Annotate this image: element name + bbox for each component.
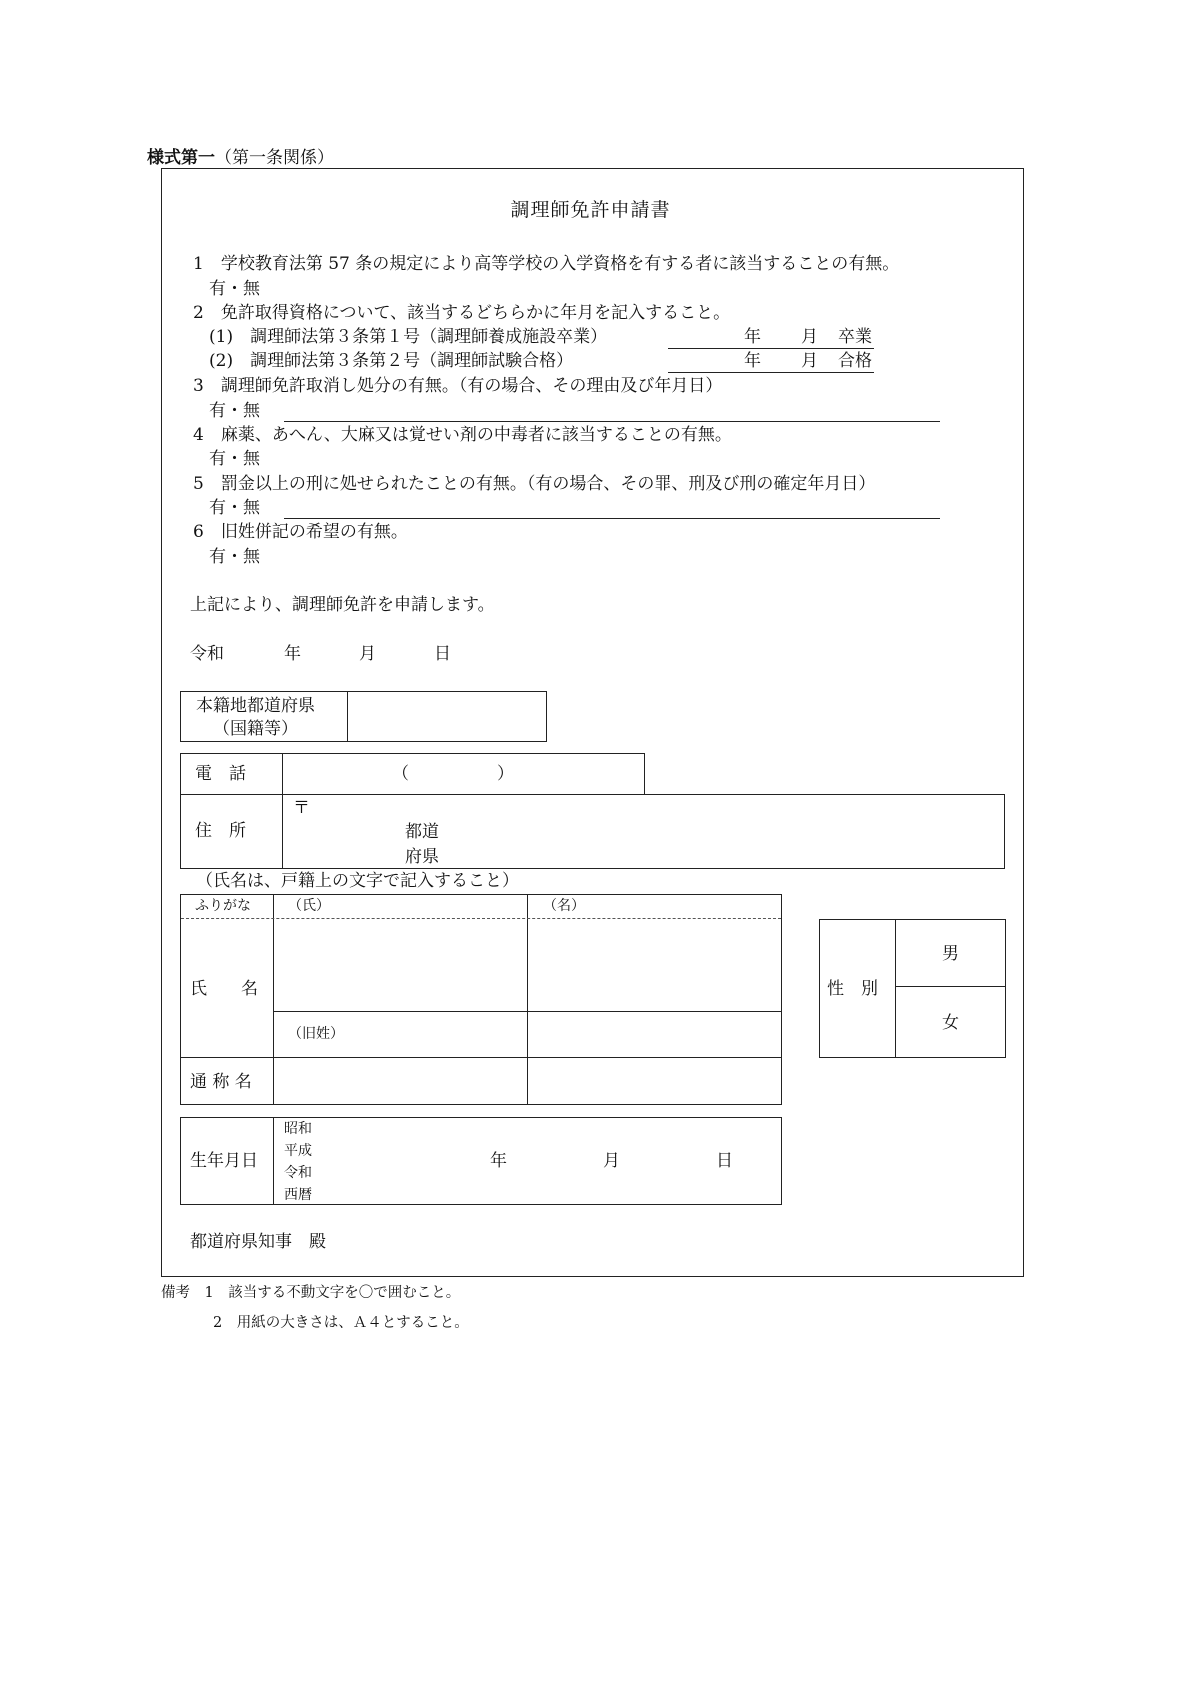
q2-1-month: 月	[801, 327, 818, 347]
sex-male[interactable]: 男	[942, 944, 959, 964]
q5-detail-line[interactable]	[284, 518, 940, 519]
alias-row-line	[181, 1057, 781, 1058]
name-label: 氏 名	[190, 979, 258, 999]
question-1-answer[interactable]: 有・無	[209, 279, 260, 299]
addressee: 都道府県知事 殿	[190, 1232, 326, 1252]
question-2-option-2: (2) 調理師法第３条第２号（調理師試験合格）	[209, 351, 574, 371]
question-4-answer[interactable]: 有・無	[209, 449, 260, 469]
question-6: 6 旧姓併記の希望の有無。	[193, 522, 408, 542]
birth-month: 月	[603, 1151, 620, 1171]
sex-label: 性 別	[827, 979, 878, 999]
question-2-option-1: (1) 調理師法第３条第１号（調理師養成施設卒業）	[209, 327, 608, 347]
question-3: 3 調理師免許取消し処分の有無。（有の場合、その理由及び年月日）	[193, 376, 723, 396]
question-4: 4 麻薬、あへん、大麻又は覚せい剤の中毒者に該当することの有無。	[193, 425, 732, 445]
date-year: 年	[284, 644, 301, 664]
name-col-divider-2	[527, 894, 528, 1105]
birth-box	[180, 1117, 782, 1205]
birth-era-seireki[interactable]: 西暦	[284, 1187, 312, 1203]
address-label: 住 所	[195, 821, 246, 841]
birth-divider	[273, 1117, 274, 1205]
phone-divider	[282, 753, 283, 795]
address-todo: 都道	[405, 822, 439, 842]
birth-era-reiwa[interactable]: 令和	[284, 1165, 312, 1181]
surname-field[interactable]	[275, 920, 525, 1010]
phone-paren-open: （	[392, 764, 409, 784]
birth-label: 生年月日	[190, 1151, 258, 1171]
sex-row-divider	[895, 986, 1005, 987]
old-name-line	[273, 1011, 781, 1012]
note-2: 2 用紙の大きさは、Ａ４とすること。	[213, 1315, 469, 1331]
date-month: 月	[359, 644, 376, 664]
address-divider	[282, 794, 283, 869]
q2-2-year: 年	[744, 351, 761, 371]
q2-2-month: 月	[801, 351, 818, 371]
birth-era-showa[interactable]: 昭和	[284, 1121, 312, 1137]
alias-label: 通 称 名	[190, 1072, 252, 1092]
q2-1-graduate: 卒業	[838, 327, 872, 347]
phone-paren-close: ）	[497, 764, 514, 784]
q2-1-year: 年	[744, 327, 761, 347]
sex-female[interactable]: 女	[942, 1013, 959, 1033]
phone-field[interactable]	[284, 755, 643, 793]
alias-given-name-field[interactable]	[529, 1059, 780, 1103]
q3-reason-line[interactable]	[284, 421, 940, 422]
date-day: 日	[434, 644, 451, 664]
furigana-label: ふりがな	[195, 898, 251, 914]
given-name-field[interactable]	[529, 920, 780, 1010]
surname-label: （氏）	[288, 898, 330, 914]
application-statement: 上記により、調理師免許を申請します。	[190, 595, 495, 615]
nationality-label: （国籍等）	[213, 719, 298, 739]
alias-surname-field[interactable]	[275, 1059, 525, 1103]
birth-year: 年	[490, 1151, 507, 1171]
question-1: 1 学校教育法第 57 条の規定により高等学校の入学資格を有する者に該当することの有無。	[193, 254, 900, 274]
phone-label: 電 話	[195, 764, 246, 784]
question-5-answer[interactable]: 有・無	[209, 498, 260, 518]
q2-2-date-line[interactable]	[668, 372, 874, 373]
name-col-divider-1	[273, 894, 274, 1105]
birth-day: 日	[716, 1151, 733, 1171]
address-fuken: 府県	[405, 847, 439, 867]
form-title: 調理師免許申請書	[510, 199, 671, 221]
form-number: 様式第一	[147, 148, 215, 168]
old-surname-label: （旧姓）	[288, 1026, 344, 1042]
question-2: 2 免許取得資格について、該当するどちらかに年月を記入すること。	[193, 303, 731, 323]
form-article: （第一条関係）	[215, 148, 334, 168]
honseki-label: 本籍地都道府県	[196, 696, 315, 716]
question-5: 5 罰金以上の刑に処せられたことの有無。（有の場合、その罪、刑及び刑の確定年月日）	[193, 474, 876, 494]
question-6-answer[interactable]: 有・無	[209, 547, 260, 567]
form-label	[147, 150, 334, 167]
date-era: 令和	[190, 644, 224, 664]
birth-era-heisei[interactable]: 平成	[284, 1143, 312, 1159]
given-name-label: （名）	[543, 898, 585, 914]
furigana-dashed-line	[181, 918, 781, 919]
q2-1-date-line[interactable]	[668, 348, 874, 349]
address-field[interactable]	[284, 796, 1003, 867]
honseki-field[interactable]	[349, 693, 545, 740]
postal-mark: 〒	[293, 798, 310, 818]
sex-divider	[895, 919, 896, 1058]
note-1: 備考 1 該当する不動文字を〇で囲むこと。	[161, 1285, 461, 1301]
honseki-divider	[347, 691, 348, 742]
q2-2-pass: 合格	[838, 351, 872, 371]
name-instruction: （氏名は、戸籍上の文字で記入すること）	[196, 871, 519, 891]
question-3-answer[interactable]: 有・無	[209, 401, 260, 421]
